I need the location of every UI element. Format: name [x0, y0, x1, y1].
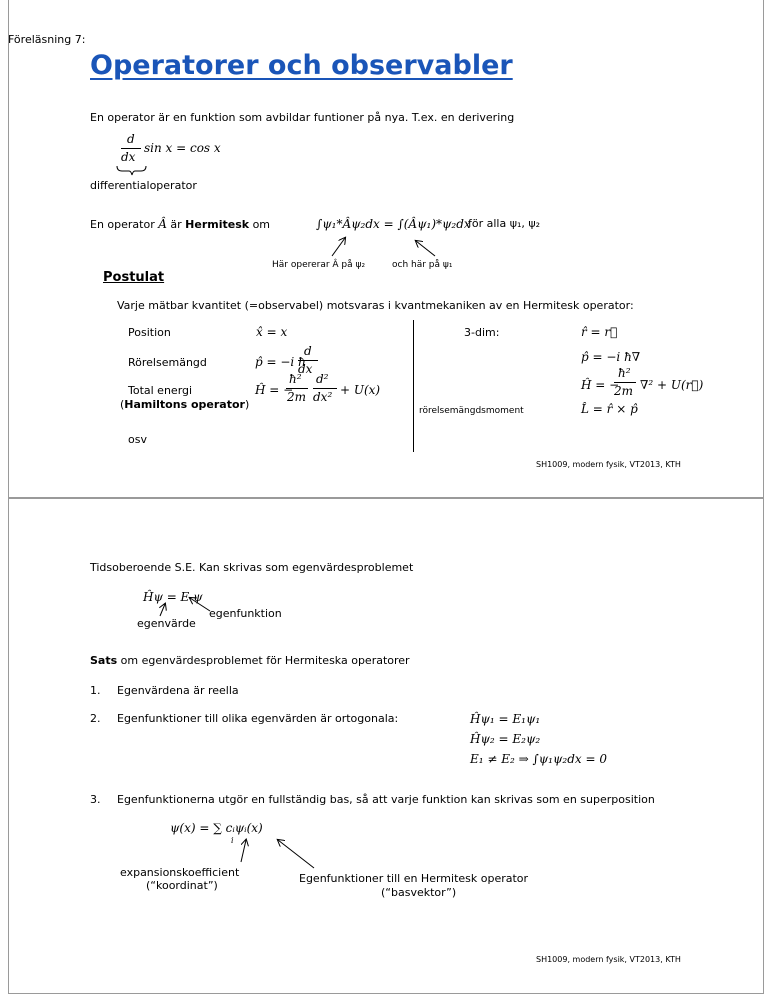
slide2-intro: Tidsoberoende S.E. Kan skrivas som egenvärdesproblemet [90, 561, 414, 574]
hermitian-for-all: för alla ψ₁, ψ₂ [468, 217, 541, 230]
angular-momentum-3d: L̂ = r̂ × p̂ [581, 402, 638, 416]
momentum-label: Rörelsemängd [128, 356, 207, 369]
hamilton-bold: Hamiltons operator [124, 398, 245, 411]
item-3-number: 3. [90, 793, 101, 806]
differential-operator-label: differentialoperator [90, 179, 197, 192]
hamilton-close: ) [244, 398, 250, 411]
orthogonality-eq: E₁ ≠ E₂ ⇒ ∫ψ₁ψ₂dx = 0 [470, 752, 607, 766]
item-1-text: Egenvärdena är reella [117, 684, 239, 697]
arrow-eigenfunction-icon [278, 840, 314, 868]
position-label: Position [128, 326, 171, 339]
sats-bold: Sats [90, 654, 118, 667]
hamiltonian-num: ħ² [289, 372, 302, 386]
sats-text: om egenvärdesproblemet för Hermiteska operatorer [117, 654, 410, 667]
hamiltonian-rhs: + U(x) [340, 383, 381, 397]
hamiltonian-den2: dx² [313, 390, 333, 404]
underbrace-icon [117, 166, 146, 175]
slide-title: Operatorer och observabler [90, 50, 513, 81]
momentum-num: d [304, 344, 312, 358]
momentum-3d: p̂ = −i ħ∇ [581, 350, 641, 364]
hermitian-equation: ∫ψ₁*Âψ₂dx = ∫(Âψ₁)*ψ₂dx [316, 217, 471, 231]
intro-text: En operator är en funktion som avbildar funtioner på nya. T.ex. en derivering [90, 111, 515, 124]
egenvarde-label: egenvärde [137, 617, 196, 630]
hermitian-bold: Hermitesk [185, 218, 250, 231]
hamiltonian-3d-num: ħ² [618, 366, 631, 380]
hamiltonian-3d-den: 2m [614, 384, 634, 398]
annotation-here-1: Här opererar Â på ψ₂ [272, 260, 366, 270]
item-3-text: Egenfunktionerna utgör en fullständig bas, så att varje funktion kan skrivas som en superposition [117, 793, 655, 806]
hamiltonian-den: 2m [287, 390, 307, 404]
egenfunktion-label: egenfunktion [209, 607, 282, 620]
angular-momentum-label: rörelsemängdsmoment [419, 406, 524, 416]
hermitian-is: är [170, 218, 182, 231]
item-2-text: Egenfunktioner till olika egenvärden är ortogonala: [117, 712, 399, 725]
footer-1: SH1009, modern fysik, VT2013, KTH [536, 460, 681, 469]
momentum-lhs: p̂ = −i ħ [255, 355, 306, 369]
momentum-den: dx [298, 362, 313, 376]
hamiltonian-lhs: Ĥ = − [255, 383, 294, 397]
hamilton-open: ( [120, 398, 125, 411]
arrow-expansion-icon [241, 840, 246, 862]
lecture-header: Föreläsning 7: [8, 33, 86, 46]
arrow-here-1-icon [332, 238, 345, 256]
arrow-egenfunktion-icon [190, 598, 210, 611]
annotation-here-2: och här på ψ₁ [392, 260, 453, 270]
position-operator: x̂ = x [256, 325, 288, 339]
superposition-sum-index: i [231, 836, 234, 845]
eigenfunction-sublabel: (“basvektor”) [381, 886, 457, 899]
eigen-eq-1: Ĥψ₁ = E₁ψ₁ [470, 712, 541, 726]
deriv-denominator: dx [121, 150, 136, 164]
footer-2: SH1009, modern fysik, VT2013, KTH [536, 955, 681, 964]
osv-text: osv [128, 433, 147, 446]
item-1-number: 1. [90, 684, 101, 697]
hamiltonian-3d-rhs: ∇² + U(r⃗) [640, 378, 704, 392]
deriv-numerator: d [127, 132, 135, 146]
deriv-rhs: sin x = cos x [144, 141, 221, 155]
superposition-eq: ψ(x) = ∑ cᵢψᵢ(x) [170, 821, 263, 835]
energy-label: Total energi [128, 384, 193, 397]
hermitian-om: om [252, 218, 271, 231]
item-2-number: 2. [90, 712, 101, 725]
threedim-label: 3-dim: [464, 326, 500, 339]
expansion-sublabel: (“koordinat”) [146, 879, 218, 892]
postulat-text: Varje mätbar kvantitet (=observabel) motsvaras i kvantmekaniken av en Hermitesk operator: [117, 299, 634, 312]
hermitian-op: Â [158, 217, 167, 231]
hermitian-pre: En operator [90, 218, 155, 231]
position-3d: r̂ = r⃗ [581, 325, 618, 339]
arrow-here-2-icon [416, 241, 435, 256]
postulat-heading: Postulat [103, 270, 165, 285]
expansion-label: expansionskoefficient [120, 866, 240, 879]
hamiltonian-3d-lhs: Ĥ = − [581, 378, 620, 392]
eigen-equation: Ĥψ = E ψ [143, 590, 203, 604]
arrow-egenvarde-icon [160, 604, 165, 616]
eigenfunction-label: Egenfunktioner till en Hermitesk operator [299, 872, 529, 885]
hamiltonian-num2: d² [316, 372, 329, 386]
eigen-eq-2: Ĥψ₂ = E₂ψ₂ [470, 732, 541, 746]
